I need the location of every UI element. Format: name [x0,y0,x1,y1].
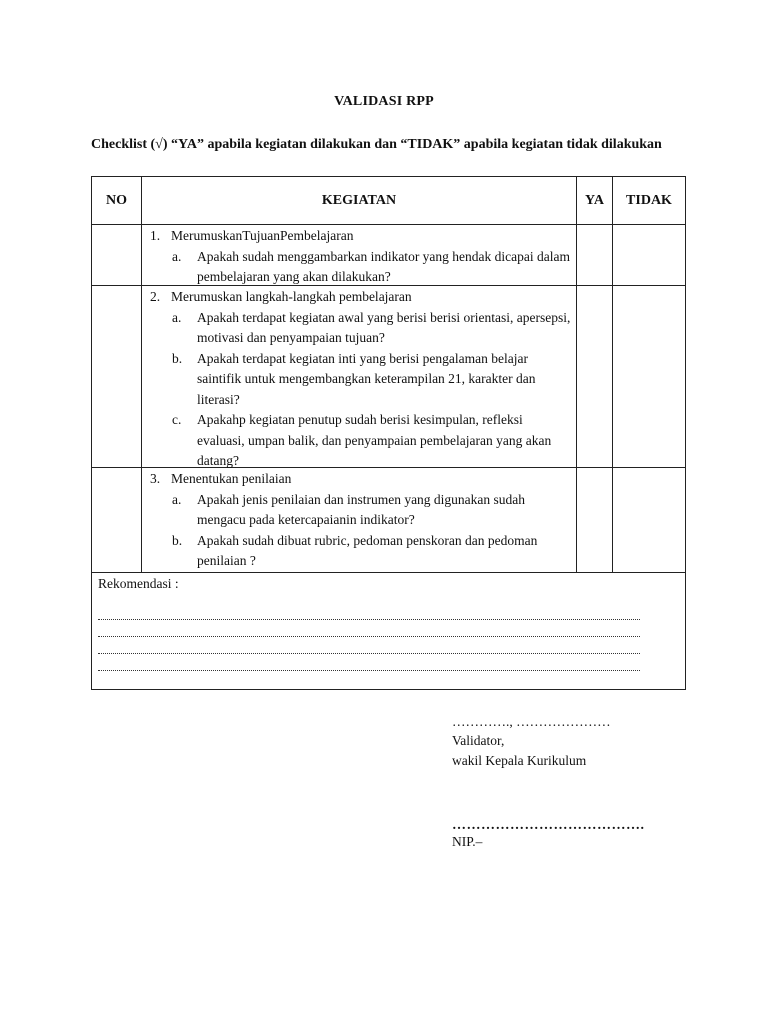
document-title: VALIDASI RPP [334,94,434,109]
item-letter: a. [172,309,182,325]
list-item [172,349,572,411]
rekomendasi-row [92,573,686,690]
kegiatan-cell [142,468,577,573]
validation-table [91,176,686,690]
ya-check-cell[interactable] [577,468,613,573]
item-text: Apakah sudah menggambarkan indikator yang hendak dicapai dalam pembelajaran yang akan dilakukan? [197,248,570,284]
dotted-line [98,670,640,671]
nip-label: NIP.– [452,834,483,849]
item-text: Apakah sudah dibuat rubric, pedoman penskoran dan pedoman penilaian ? [197,532,538,568]
table-row [92,286,686,468]
tidak-check-cell[interactable] [613,286,686,468]
header-kegiatan: KEGIATAN [142,177,577,225]
dotted-line [98,636,640,637]
section-title: MerumuskanTujuanPembelajaran [171,228,354,243]
list-item [172,410,572,472]
list-item [172,531,572,572]
item-text: Apakah jenis penilaian dan instrumen yang digunakan sudah mengacu pada ketercapaianin indikator? [197,491,526,527]
no-cell [92,286,142,468]
item-text: Apakah terdapat kegiatan awal yang berisi berisi orientasi, apersepsi, motivasi dan penyampaian tujuan? [197,309,571,345]
dotted-line [98,653,640,654]
item-letter: a. [172,491,182,507]
signature-name-line: …………………………………. [452,818,645,833]
item-letter: c. [172,412,182,427]
header-no: NO [92,177,142,225]
ya-check-cell[interactable] [577,286,613,468]
dotted-line [98,619,640,620]
item-letter: a. [172,248,182,264]
rekomendasi-cell[interactable] [92,573,686,690]
ya-check-cell[interactable] [577,225,613,286]
section-title: Menentukan penilaian [171,471,292,486]
validator-label: Validator, [452,733,505,748]
no-cell [92,225,142,286]
header-tidak: TIDAK [613,177,686,225]
section-number: 3. [150,471,161,486]
validator-role: wakil Kepala Kurikulum [452,753,587,768]
kegiatan-cell [142,286,577,468]
section-number: 1. [150,228,161,243]
list-item [172,247,572,288]
header-ya: YA [577,177,613,225]
table-row [92,468,686,573]
list-item [172,490,572,531]
item-text: Apakah terdapat kegiatan inti yang berisi pengalaman belajar saintifik untuk mengembangkan keterampilan 21, karakter dan literasi? [197,350,536,407]
tidak-check-cell[interactable] [613,225,686,286]
list-item [172,308,572,349]
item-letter: b. [172,532,183,548]
table-row [92,225,686,286]
section-title: Merumuskan langkah-langkah pembelajaran [171,289,412,304]
item-text: Apakahp kegiatan penutup sudah berisi kesimpulan, refleksi evaluasi, umpan balik, dan penyampaian pembelajaran yang akan datang? [197,412,552,468]
no-cell [92,468,142,573]
kegiatan-cell [142,225,577,286]
checklist-instruction: Checklist (√) “YA” apabila kegiatan dilakukan dan “TIDAK” apabila kegiatan tidak dilakukan [91,137,662,152]
rekomendasi-label: Rekomendasi : [98,576,179,591]
place-date-line: …………., ………………… [452,714,611,729]
table-header-row [92,177,686,225]
tidak-check-cell[interactable] [613,468,686,573]
section-number: 2. [150,289,161,304]
item-letter: b. [172,350,183,366]
